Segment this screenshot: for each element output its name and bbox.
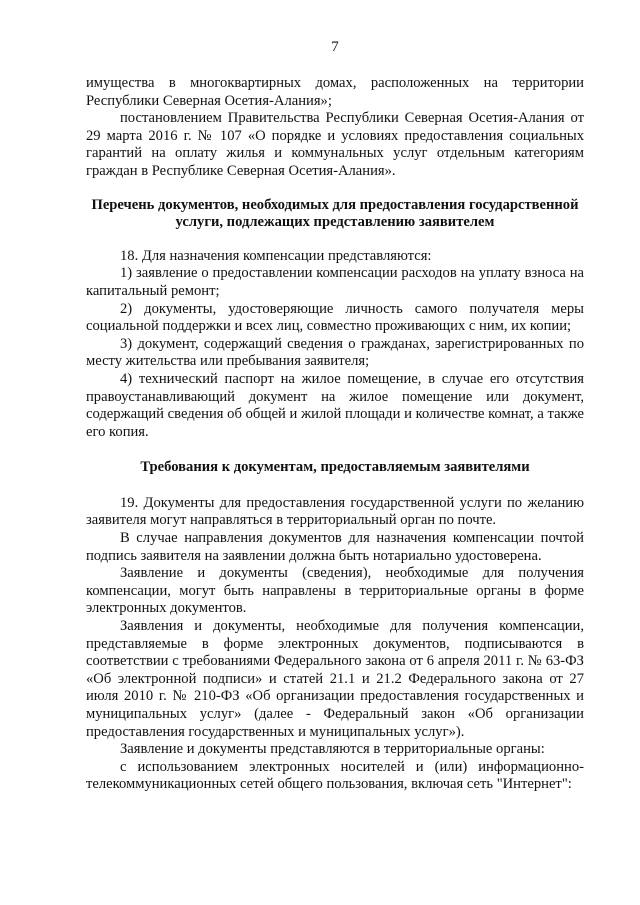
paragraph-18-item-4: 4) технический паспорт на жилое помещение, в случае его отсутствия правоустанавливающий документ на жилое помещение или документ, содержащий сведения об общей и жилой площади и количестве комнат, а также его копия.: [86, 370, 584, 440]
page-number: 7: [331, 39, 339, 55]
paragraph-18-item-1: 1) заявление о предоставлении компенсации расходов на уплату взноса на капитальный ремонт;: [86, 265, 584, 299]
paragraph-19-submission: Заявление и документы представляются в территориальные органы:: [120, 741, 545, 758]
paragraph-18-item-2: 2) документы, удостоверяющие личность самого получателя меры социальной поддержки и всех лиц, совместно проживающих с ним, их копии;: [86, 300, 584, 335]
paragraph-19-internet: с использованием электронных носителей и (или) информационно-телекоммуникационных сетей общего пользования, включая сеть "Интернет":: [86, 758, 584, 793]
paragraph-19-electronic-signature: Заявления и документы, необходимые для получения компенсации, представляемые в форме электронных документов, подписываются в соответствии с требованиями Федерального закона от 6 апреля 2011 г. № 63-ФЗ «Об электронной подписи» и статей 21.1 и 21.2 Федерального закона от 27 июля 2010 г. № 210-ФЗ «Об организации предоставления государственных и муниципальных услуг» (далее - Федеральный закон «Об организации предоставления государственных и муниципальных услуг»).: [86, 618, 584, 740]
paragraph-resolution-107: постановлением Правительства Республики Северная Осетия-Алания от 29 марта 2016 г. № 107 «О порядке и условиях предоставления социальных гарантий на оплату жилья и коммунальных услуг отдельным категориям граждан в Республике Северная Осетия-Алания».: [86, 110, 584, 179]
heading-document-requirements: Требования к документам, предоставляемым заявителями: [140, 459, 530, 476]
paragraph-19-electronic-form: Заявление и документы (сведения), необходимые для получения компенсации, могут быть направлены в территориальные органы в форме электронных документов.: [86, 565, 584, 617]
paragraph-19-mail-signature: В случае направления документов для назначения компенсации почтой подпись заявителя на заявлении должна быть нотариально удостоверена.: [86, 530, 584, 564]
paragraph-continuation: имущества в многоквартирных домах, расположенных на территории Республики Северная Осетия-Алания»;: [86, 75, 584, 109]
heading-document-list: Перечень документов, необходимых для предоставления государственной услуги, подлежащих представлению заявителем: [91, 196, 579, 231]
paragraph-18-intro: 18. Для назначения компенсации представляются:: [120, 247, 432, 264]
paragraph-18-item-3: 3) документ, содержащий сведения о гражданах, зарегистрированных по месту жительства или пребывания заявителя;: [86, 335, 584, 370]
paragraph-19-intro: 19. Документы для предоставления государственной услуги по желанию заявителя могут направляться в территориальный орган по почте.: [86, 494, 584, 529]
